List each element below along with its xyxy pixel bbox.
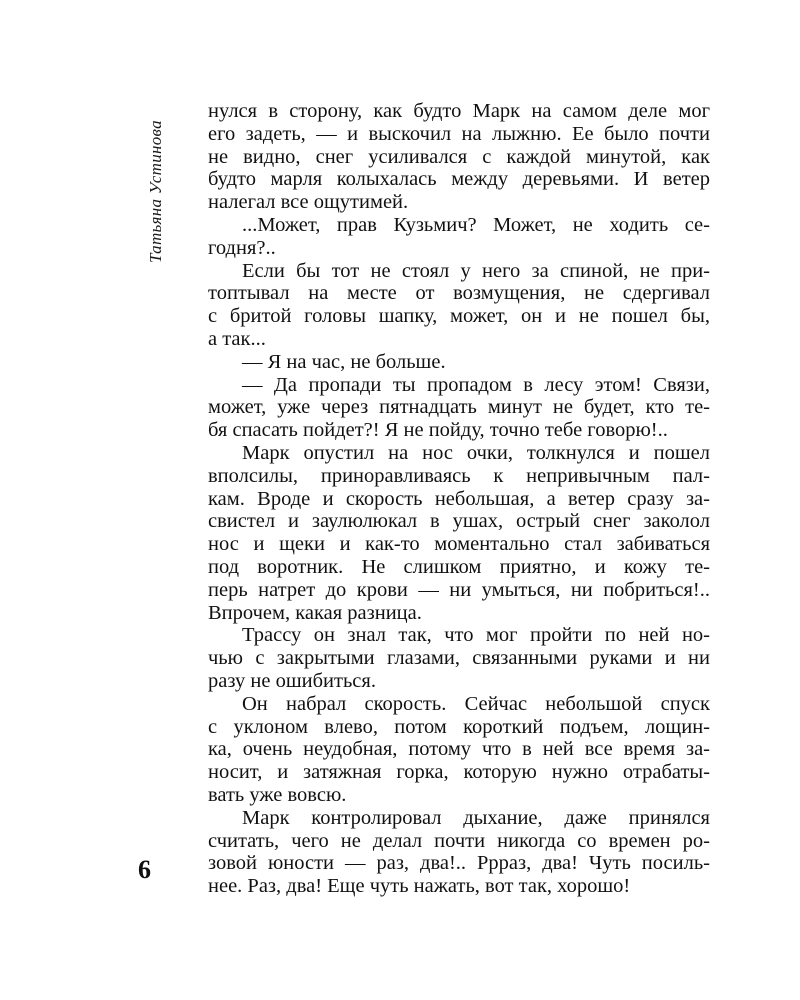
text-line: вать уже вовсю.: [208, 783, 347, 806]
text-line: кам. Вроде и скорость небольшая, а ветер сразу за-: [208, 487, 710, 510]
text-line: с бритой головы шапку, может, он и не пошел бы,: [208, 305, 710, 328]
text-line: его задеть, — и выскочил на лыжню. Ее было почти: [208, 122, 710, 145]
text-line: зовой юности — раз, два!.. Рррaз, два! Чуть посиль-: [208, 852, 710, 875]
text-line: Если бы тот не стоял у него за спиной, не при-: [242, 259, 710, 282]
text-line: Марк опустил на нос очки, толкнулся и пошел: [242, 441, 710, 464]
text-line: вполсилы, приноравливаясь к непривычным пал-: [208, 464, 710, 487]
text-line: перь натрет до крови — ни умыться, ни побриться!..: [208, 578, 710, 601]
text-line: ...Может, прав Кузьмич? Может, не ходить се-: [242, 213, 710, 236]
text-line: Впрочем, какая разница.: [208, 601, 422, 624]
text-line: а так...: [208, 327, 266, 350]
text-line: — Я на час, не больше.: [242, 350, 446, 373]
text-line: будто марля колыхалась между деревьями. И ветер: [208, 168, 710, 191]
text-line: считать, чего не делал почти никогда со времен ро-: [208, 829, 710, 852]
text-line: налегал все ощутимей.: [208, 191, 409, 214]
text-line: носит, и затяжная горка, которую нужно отрабаты-: [208, 761, 710, 784]
text-line: топтывал на месте от возмущения, не сдергивал: [208, 282, 710, 305]
text-line: ка, очень неудобная, потому что в ней все время за-: [208, 738, 710, 761]
text-line: годня?..: [208, 236, 276, 259]
text-line: Трассу он знал так, что мог пройти по ней но-: [242, 624, 710, 647]
body-text: [208, 100, 710, 898]
text-line: под воротник. Не слишком приятно, и кожу те-: [208, 555, 710, 578]
text-line: бя спасать пойдет?! Я не пойду, точно тебе говорю!..: [208, 419, 668, 442]
text-line: не видно, снег усиливался с каждой минутой, как: [208, 145, 710, 168]
text-line: нос и щеки и как-то моментально стал забиваться: [208, 533, 710, 556]
text-line: чью с закрытыми глазами, связанными руками и ни: [208, 647, 710, 670]
text-line: может, уже через пятнадцать минут не будет, кто те-: [208, 396, 710, 419]
running-head: Татьяна Устинова: [146, 120, 165, 263]
page-number: 6: [138, 855, 151, 884]
text-line: разу не ошибиться.: [208, 669, 376, 692]
text-line: нее. Раз, два! Еще чуть нажать, вот так, хорошо!: [208, 875, 631, 898]
text-line: нулся в сторону, как будто Марк на самом деле мог: [208, 100, 710, 122]
text-line: Он набрал скорость. Сейчас небольшой спуск: [242, 692, 710, 715]
text-line: с уклоном влево, потом короткий подъем, лощин-: [208, 715, 710, 738]
text-line: свистел и заулюлюкал в ушах, острый снег заколол: [208, 510, 710, 533]
text-line: Марк контролировал дыхание, даже принялся: [242, 806, 710, 829]
text-line: — Да пропади ты пропадом в лесу этом! Связи,: [242, 373, 710, 396]
